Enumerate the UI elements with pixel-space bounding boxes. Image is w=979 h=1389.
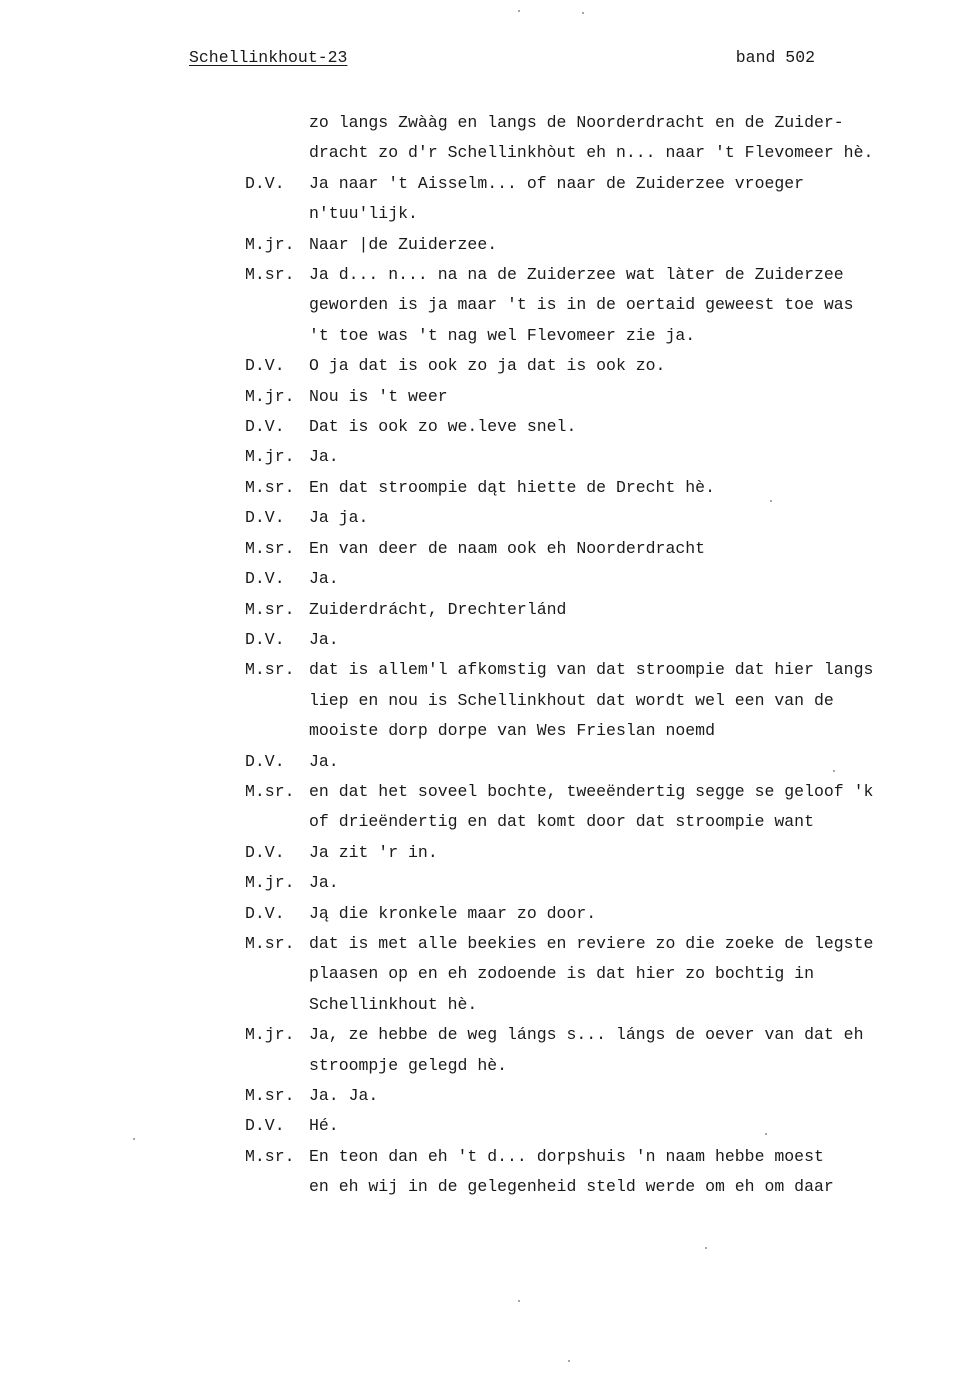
transcript-entry [245,777,925,838]
transcript-entry [245,169,925,230]
transcript-entry [245,230,925,260]
utterance-line: 't toe was 't nag wel Flevomeer zie ja. [309,325,696,345]
utterance-line: Hé. [309,1116,339,1136]
transcript-entry [245,595,925,625]
speaker-label: M.sr. [245,1086,295,1105]
utterance-line: Ja naar 't Aisselm... of naar de Zuiderzee vroeger [309,173,805,193]
page-header [189,48,815,72]
utterance-line: En teon dan eh 't d... dorpshuis 'n naam hebbe moest [309,1146,824,1166]
scan-speck [133,1138,135,1140]
transcript-entry [245,473,925,503]
speaker-label: M.sr. [245,599,295,619]
speaker-label: M.sr. [245,477,295,497]
utterance-line: Zuiderdrácht, Drechterlánd [309,599,567,619]
transcript-entry [245,1081,925,1111]
speaker-label: M.sr. [245,933,295,953]
speaker-label: M.sr. [245,538,295,558]
transcript-entry [245,838,925,868]
transcript-entry [245,534,925,564]
scan-speck [705,1247,707,1249]
speaker-label: D.V. [245,173,285,193]
transcript-entry [245,1020,925,1081]
utterance-line: n'tuu'lijk. [309,204,418,224]
scan-speck [582,12,584,14]
utterance-line: mooiste dorp dorpe van Wes Frieslan noemd [309,721,715,741]
speaker-label: D.V. [245,842,285,862]
utterance-line: Ja d... n... na na de Zuiderzee wat làter de Zuiderzee [309,265,844,285]
speaker-label: D.V. [245,1116,285,1136]
scan-speck [833,770,835,772]
utterance-line: dat is allem'l afkomstig van dat stroompie dat hier langs [309,660,874,680]
transcript-entry [245,382,925,412]
utterance-line: En dat stroompie dąt hiette de Drecht hè. [309,477,715,497]
utterance-line: plaasen op en eh zodoende is dat hier zo bochtig in [309,964,814,984]
scan-speck [770,500,772,502]
speaker-label: D.V. [245,417,285,437]
utterance-line: Dat is ook zo we.leve snel. [309,417,577,437]
utterance-line: of drieëndertig en dat komt door dat stroompie want [309,812,814,832]
speaker-label: M.sr. [245,1146,295,1166]
speaker-label: M.jr. [245,234,295,254]
transcript-entry [245,1142,925,1203]
speaker-label: M.sr. [245,660,295,680]
speaker-label: M.sr. [245,781,295,801]
speaker-label: M.sr. [245,265,295,285]
speaker-label: D.V. [245,903,285,923]
transcript-entry [245,564,925,594]
transcript-entry [245,655,925,746]
utterance-line: Ja zit 'r in. [309,842,438,862]
document-title: Schellinkhout-23 [189,48,348,67]
utterance-line: Ja. [309,629,339,649]
speaker-label: D.V. [245,356,285,376]
utterance-line: Ja. [309,751,339,771]
scan-speck [518,1300,520,1302]
utterance-line: Ja. [309,873,339,893]
utterance-line: En van deer de naam ook eh Noorderdracht [309,538,706,558]
transcript-entry [245,625,925,655]
utterance-line: Naar |de Zuiderzee. [309,234,498,254]
transcript-entry [245,899,925,929]
utterance-line: Ja. [309,569,339,589]
utterance-line: dracht zo d'r Schellinkhòut eh n... naar 't Flevomeer hè. [309,143,874,163]
utterance-line: Ja. Ja. [309,1086,379,1105]
utterance-line: liep en nou is Schellinkhout dat wordt wel een van de [309,690,834,710]
transcript-entry [245,868,925,898]
utterance-line: Ja. [309,447,339,467]
scan-speck [568,1360,570,1362]
utterance-line: stroompje gelegd hè. [309,1055,508,1075]
transcript-body [245,108,925,1203]
speaker-label: M.jr. [245,1025,295,1045]
scan-speck [518,10,520,12]
utterance-line: zo langs Zwààg en langs de Noorderdracht en de Zuider- [309,113,844,132]
speaker-label: D.V. [245,569,285,589]
speaker-label: D.V. [245,508,285,528]
utterance-line: en eh wij in de gelegenheid steld werde om eh om daar [309,1177,834,1197]
utterance-line: Nou is 't weer [309,386,448,406]
scan-speck [765,1133,767,1135]
transcript-entry [245,747,925,777]
utterance-line: Ja, ze hebbe de weg lángs s... lángs de oever van dat eh [309,1025,864,1045]
utterance-line: O ja dat is ook zo ja dat is ook zo. [309,356,666,376]
speaker-label: M.jr. [245,447,295,467]
transcript-entry [245,412,925,442]
transcript-entry [245,260,925,351]
utterance-line: dat is met alle beekies en reviere zo die zoeke de legste [309,933,874,953]
tape-number: band 502 [735,48,815,67]
transcript-entry [245,351,925,381]
utterance-line: Ja ja. [309,508,369,528]
utterance-line: Schellinkhout hè. [309,994,478,1014]
speaker-label: D.V. [245,751,285,771]
transcript-entry [245,108,925,169]
utterance-line: Ją die kronkele maar zo door. [309,903,597,923]
speaker-label: M.jr. [245,873,295,893]
utterance-line: en dat het soveel bochte, tweeëndertig segge se geloof 'k [309,781,874,801]
transcript-entry [245,442,925,472]
transcript-entry [245,503,925,533]
speaker-label: M.jr. [245,386,295,406]
speaker-label: D.V. [245,629,285,649]
utterance-line: geworden is ja maar 't is in de oertaid geweest toe was [309,295,854,315]
transcript-entry [245,1111,925,1141]
transcript-entry [245,929,925,1020]
